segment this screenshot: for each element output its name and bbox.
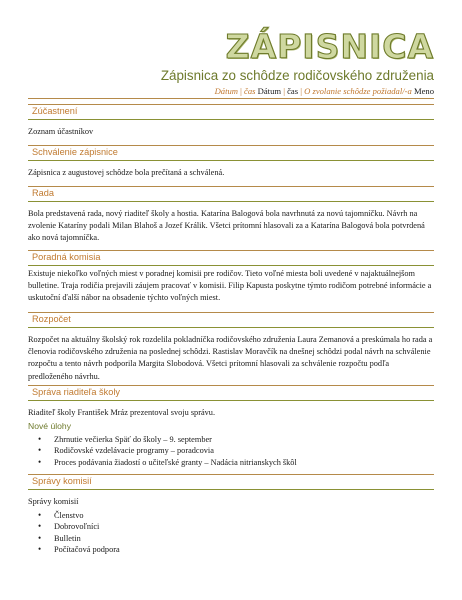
list-item[interactable]: • Bulletin <box>34 533 120 544</box>
meta-separator: | <box>240 86 242 96</box>
time-placeholder[interactable]: čas <box>244 86 256 96</box>
list-item[interactable]: • Rodičovské vzdelávacie programy – poradcovia <box>34 445 297 456</box>
approval-text[interactable]: Zápisnica z augustovej schôdze bola prečítaná a schválená. <box>28 168 225 177</box>
header-divider <box>28 98 434 99</box>
time-value[interactable]: čas <box>287 86 299 96</box>
list-item[interactable]: • Proces podávania žiadostí o učiteľské granty – Nadácia nitrianskych škôl <box>34 457 297 468</box>
meta-separator: | <box>300 86 302 96</box>
section-heading: Poradná komisia <box>28 250 434 266</box>
document-subtitle: Zápisnica zo schôdze rodičovského združenia <box>160 68 434 83</box>
convener-placeholder[interactable]: O zvolanie schôdze požiadal/-a <box>304 86 412 96</box>
list-item[interactable]: • Zhrnutie večierka Späť do školy – 9. september <box>34 434 297 445</box>
committees-list <box>34 510 120 556</box>
section-heading: Zúčastnení <box>28 104 434 120</box>
participants-text[interactable]: Zoznam účastníkov <box>28 127 94 136</box>
section-heading: Rozpočet <box>28 312 434 328</box>
meeting-meta-line <box>215 86 434 96</box>
new-tasks-list <box>34 434 297 468</box>
list-item[interactable]: • Členstvo <box>34 510 120 521</box>
document-title: ZÁPISNICA <box>225 27 434 66</box>
advisory-text[interactable]: Existuje niekoľko voľných miest v poradnej komisii pre rodičov. Tieto voľné miesta boli uvedené v najaktuálnejšom bulletine. Traja rodičia prejavili záujem pracovať v komisii. Filip Kapusta poskytne týmto rodičom potrebné informácie a uskutoční ďalší nábor na obsadenie týchto voľných miest. <box>28 269 432 303</box>
section-heading: Správy komisií <box>28 474 434 490</box>
section-heading: Správa riaditeľa školy <box>28 385 434 401</box>
date-placeholder[interactable]: Dátum <box>214 86 238 96</box>
convener-value[interactable]: Meno <box>413 86 434 96</box>
principal-text[interactable]: Riaditeľ školy František Mráz prezentoval svoju správu. <box>28 408 216 417</box>
date-value[interactable]: Dátum <box>257 86 282 96</box>
meta-separator: | <box>283 86 285 96</box>
budget-text[interactable]: Rozpočet na aktuálny školský rok rozdelila pokladníčka rodičovského združenia Laura Zemanová a preskúmala ho rada a členovia rodičovského združenia na poslednej schôdzi. Rastislav Moravčík na dnešnej schôdzi podal návrh na schválenie rozpočtu a tento návrh podporila Margita Slobodová. Všetci prítomní hlasovali za schválenie rozpočtu podľa predloženého návrhu. <box>28 335 433 381</box>
board-text[interactable]: Bola predstavená rada, nový riaditeľ školy a hostia. Katarína Balogová bola navrhnutá za novú tajomníčku. Návrh na zvolenie Kataríny podali Milan Blahoš a Jozef Králik. Všetci prítomní hlasovali za a Katarína Balogová bola potvrdená ako nová tajomníčka. <box>28 209 425 243</box>
committees-text[interactable]: Správy komisií <box>28 497 79 506</box>
section-heading: Rada <box>28 186 434 202</box>
list-item[interactable]: • Počítačová podpora <box>34 544 120 555</box>
new-tasks-subheading: Nové úlohy <box>28 421 71 431</box>
list-item[interactable]: • Dobrovoľníci <box>34 521 120 532</box>
section-heading: Schválenie zápisnice <box>28 145 434 161</box>
